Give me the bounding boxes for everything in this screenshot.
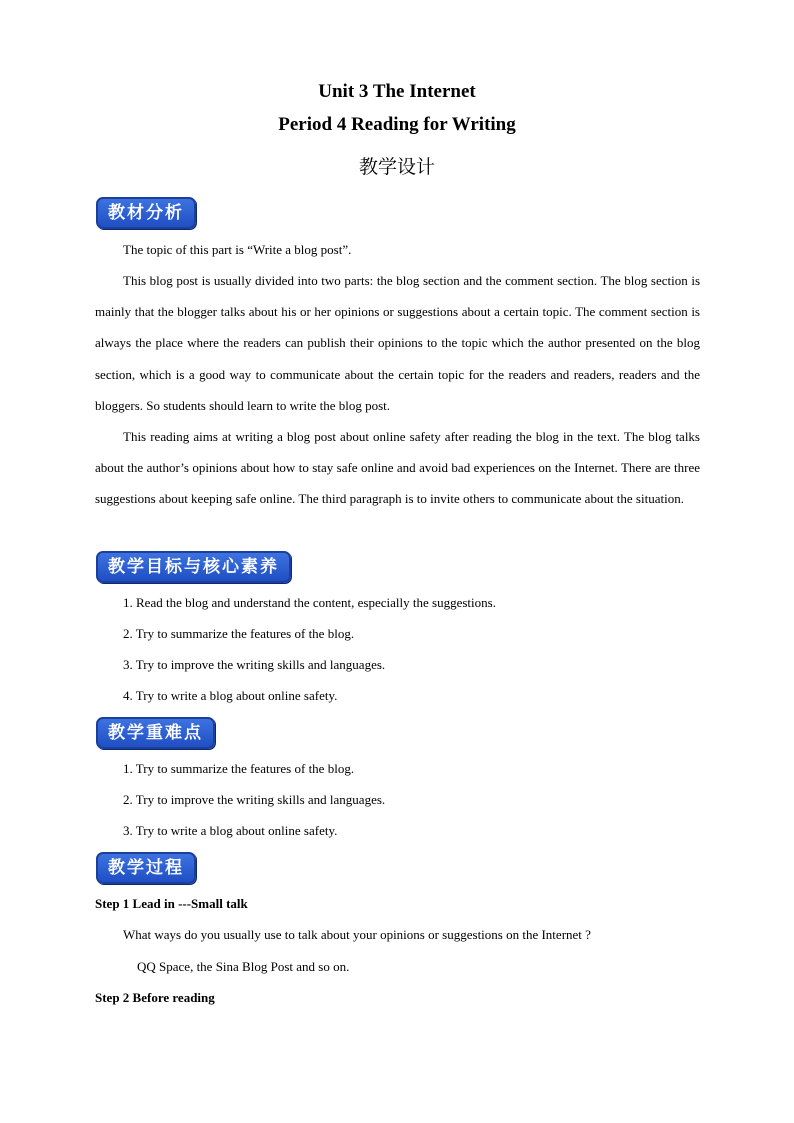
analysis-paragraph-2: This blog post is usually divided into two parts: the blog section and the comment section. The blog section is mainly that the blogger talks about his or her opinions or suggestions about a certain topic. The comment section is always the place where the readers can publish their opinions to the topic which the author presented on the blog section, which is a good way to communicate about the certain topic for the readers and readers, readers and the bloggers. So students should learn to write the blog post.: [95, 273, 700, 413]
step-1-question: What ways do you usually use to talk about your opinions or suggestions on the Internet ?: [123, 927, 591, 942]
objective-item-4: 4. Try to write a blog about online safety.: [123, 688, 338, 703]
objective-item-3: 3. Try to improve the writing skills and languages.: [123, 657, 386, 672]
objective-item-1: 1. Read the blog and understand the content, especially the suggestions.: [123, 595, 496, 610]
document-subtitle: 教学设计: [358, 156, 435, 178]
analysis-paragraph-1: The topic of this part is “Write a blog post”.: [123, 242, 352, 257]
section-badge-analysis: 教材分析: [96, 197, 196, 229]
period-title: Period 4 Reading for Writing: [278, 114, 516, 135]
unit-title: Unit 3 The Internet: [318, 81, 476, 102]
step-2-title: Step 2 Before reading: [95, 990, 215, 1005]
key-point-item-3: 3. Try to write a blog about online safety.: [123, 823, 338, 838]
section-badge-objectives: 教学目标与核心素养: [96, 551, 291, 583]
key-point-item-1: 1. Try to summarize the features of the blog.: [123, 761, 355, 776]
objective-item-2: 2. Try to summarize the features of the blog.: [123, 626, 355, 641]
step-1-title: Step 1 Lead in ---Small talk: [95, 896, 248, 911]
section-badge-process: 教学过程: [96, 852, 196, 884]
step-1-answer: QQ Space, the Sina Blog Post and so on.: [137, 959, 350, 974]
key-point-item-2: 2. Try to improve the writing skills and languages.: [123, 792, 386, 807]
section-badge-key-points: 教学重难点: [96, 717, 215, 749]
analysis-paragraph-3: This reading aims at writing a blog post about online safety after reading the blog in the text. The blog talks about the author’s opinions about how to stay safe online and avoid bad experiences on the Internet. There are three suggestions about keeping safe online. The third paragraph is to invite others to communicate about the situation.: [95, 429, 700, 507]
